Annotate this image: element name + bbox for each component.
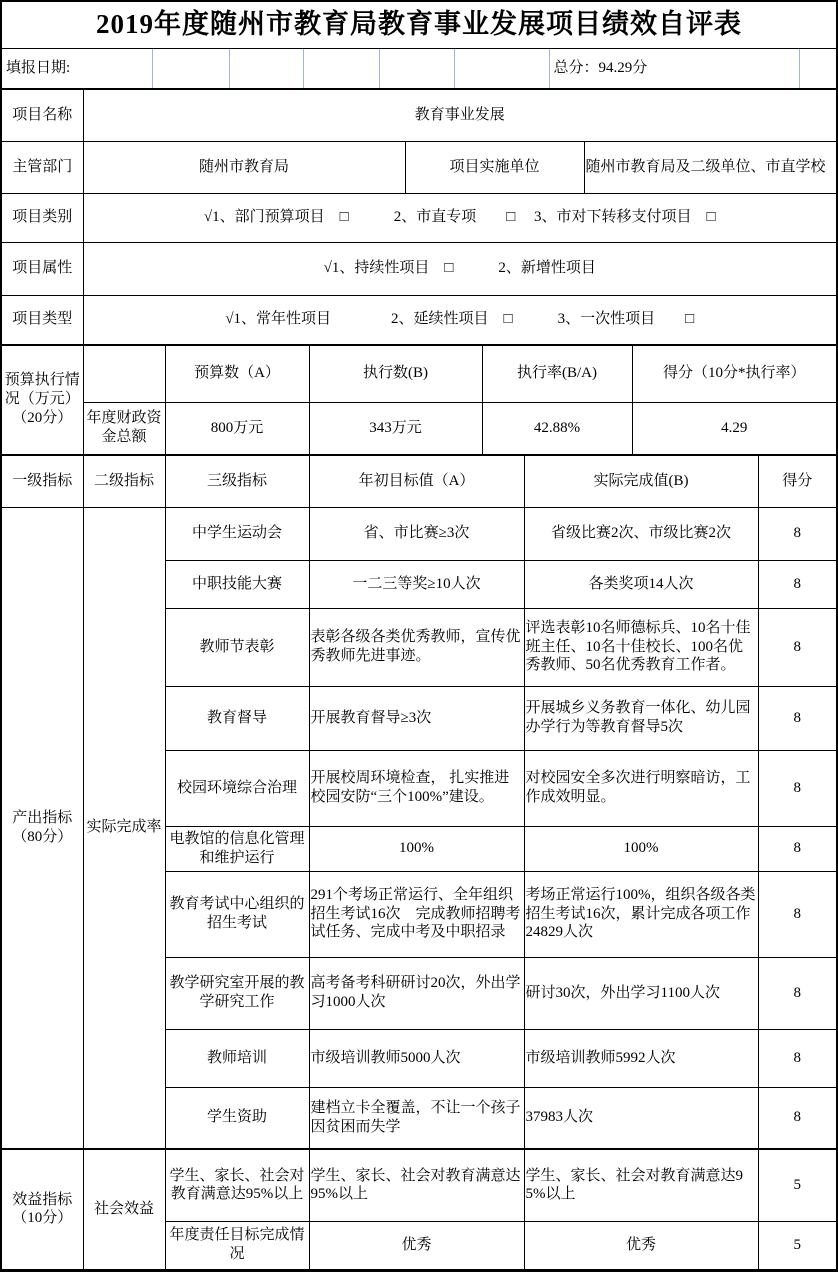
output-score-value: 8 [758,750,836,826]
benefit-level2-label: 社会效益 [83,1149,165,1269]
budget-header-score: 得分（10分*执行率） [632,345,836,402]
output-row [2,507,836,560]
type-label: 项目类型 [2,295,83,344]
impl-unit-value: 随州市教育局及二级单位、市直学校 [584,141,836,193]
dept-label: 主管部门 [2,141,83,193]
output-score-value: 8 [758,1029,836,1087]
output-indicator-name: 教育考试中心组织的招生考试 [165,871,309,957]
output-score-value: 8 [758,957,836,1029]
basic-info-section [2,88,836,345]
empty-cell [799,48,836,88]
empty-cell [454,48,549,88]
output-indicator-name: 教育督导 [165,686,309,750]
budget-header-rate: 执行率(B/A) [482,345,632,402]
project-name-value: 教育事业发展 [83,89,836,141]
benefit-row [2,1149,836,1221]
output-actual-value: 37983人次 [524,1087,758,1149]
output-score-value: 8 [758,507,836,560]
category-options: √1、部门预算项目 □ 2、市直专项 □ 3、市对下转移支付项目 □ [83,193,836,242]
budget-section [2,345,836,455]
output-indicator-name: 教学研究室开展的教学研究工作 [165,957,309,1029]
output-score-value: 8 [758,871,836,957]
budget-header-b: 执行数(B) [309,345,482,402]
header-score: 得分 [758,455,836,507]
budget-value-a: 800万元 [165,402,309,454]
output-indicator-name: 学生资助 [165,1087,309,1149]
output-target-value: 开展教育督导≥3次 [309,686,524,750]
total-score: 总分：94.29分 [549,48,799,88]
output-target-value: 291个考场正常运行、全年组织招生考试16次 完成教师招聘考试任务、完成中考及中职招录 [309,871,524,957]
output-score-value: 8 [758,608,836,686]
output-actual-value: 研讨30次，外出学习1100人次 [524,957,758,1029]
header-level1: 一级指标 [2,455,83,507]
output-target-value: 市级培训教师5000人次 [309,1029,524,1087]
indicator-section [2,455,836,1270]
benefit-score-value: 5 [758,1149,836,1221]
fill-date-label: 填报日期: [6,59,71,76]
attribute-options: √1、持续性项目 □ 2、新增性项目 [83,242,836,295]
budget-header-a: 预算数（A） [165,345,309,402]
indicator-header-row [2,455,836,507]
budget-value-score: 4.29 [632,402,836,454]
budget-section-label: 预算执行情况（万元）（20分） [2,345,83,454]
empty-cell [83,345,165,402]
attribute-label: 项目属性 [2,242,83,295]
output-actual-value: 100% [524,826,758,871]
output-indicator-name: 教师培训 [165,1029,309,1087]
output-actual-value: 评选表彰10名师德标兵、10名十佳班主任、10名十佳校长、100名优秀教师、50名优秀教育工作者。 [524,608,758,686]
benefit-indicator-name: 学生、家长、社会对教育满意达95%以上 [165,1149,309,1221]
output-level1-label: 产出指标（80分） [2,507,83,1149]
empty-cell [379,48,454,88]
output-indicator-name: 中学生运动会 [165,507,309,560]
output-target-value: 高考备考科研研讨20次，外出学习1000人次 [309,957,524,1029]
output-target-value: 省、市比赛≥3次 [309,507,524,560]
benefit-score-value: 5 [758,1221,836,1269]
benefit-indicator-name: 年度责任目标完成情况 [165,1221,309,1269]
title-section [2,2,836,88]
budget-row-label: 年度财政资金总额 [83,402,165,454]
impl-unit-label: 项目实施单位 [405,141,584,193]
output-indicator-name: 中职技能大赛 [165,560,309,608]
empty-cell [229,48,303,88]
dept-value: 随州市教育局 [83,141,405,193]
benefit-actual-value: 优秀 [524,1221,758,1269]
output-indicator-name: 校园环境综合治理 [165,750,309,826]
output-actual-value: 市级培训教师5992人次 [524,1029,758,1087]
output-target-value: 表彰各级各类优秀教师，宣传优秀教师先进事迹。 [309,608,524,686]
budget-value-b: 343万元 [309,402,482,454]
output-indicator-name: 教师节表彰 [165,608,309,686]
output-actual-value: 省级比赛2次、市级比赛2次 [524,507,758,560]
category-label: 项目类别 [2,193,83,242]
empty-cell [152,48,229,88]
output-target-value: 开展校周环境检查， 扎实推进校园安防“三个100%”建设。 [309,750,524,826]
header-target: 年初目标值（A） [309,455,524,507]
output-score-value: 8 [758,560,836,608]
output-target-value: 建档立卡全覆盖，不让一个孩子因贫困而失学 [309,1087,524,1149]
output-score-value: 8 [758,686,836,750]
benefit-target-value: 优秀 [309,1221,524,1269]
page-title: 2019年度随州市教育局教育事业发展项目绩效自评表 [2,2,836,48]
type-options: √1、常年性项目 2、延续性项目 □ 3、一次性项目 □ [83,295,836,344]
output-actual-value: 各类奖项14人次 [524,560,758,608]
budget-value-rate: 42.88% [482,402,632,454]
benefit-level1-label: 效益指标（10分） [2,1149,83,1269]
header-actual: 实际完成值(B) [524,455,758,507]
project-name-label: 项目名称 [2,89,83,141]
output-score-value: 8 [758,826,836,871]
output-score-value: 8 [758,1087,836,1149]
output-level2-label: 实际完成率 [83,507,165,1149]
empty-cell [303,48,379,88]
benefit-actual-value: 学生、家长、社会对教育满意达95%以上 [524,1149,758,1221]
output-actual-value: 开展城乡义务教育一体化、幼儿园办学行为等教育督导5次 [524,686,758,750]
output-actual-value: 对校园安全多次进行明察暗访，工作成效明显。 [524,750,758,826]
output-target-value: 100% [309,826,524,871]
benefit-target-value: 学生、家长、社会对教育满意达95%以上 [309,1149,524,1221]
output-target-value: 一二三等奖≥10人次 [309,560,524,608]
output-actual-value: 考场正常运行100%，组织各级各类招生考试16次，累计完成各项工作24829人次 [524,871,758,957]
output-indicator-name: 电教馆的信息化管理和维护运行 [165,826,309,871]
header-level3: 三级指标 [165,455,309,507]
header-level2: 二级指标 [83,455,165,507]
